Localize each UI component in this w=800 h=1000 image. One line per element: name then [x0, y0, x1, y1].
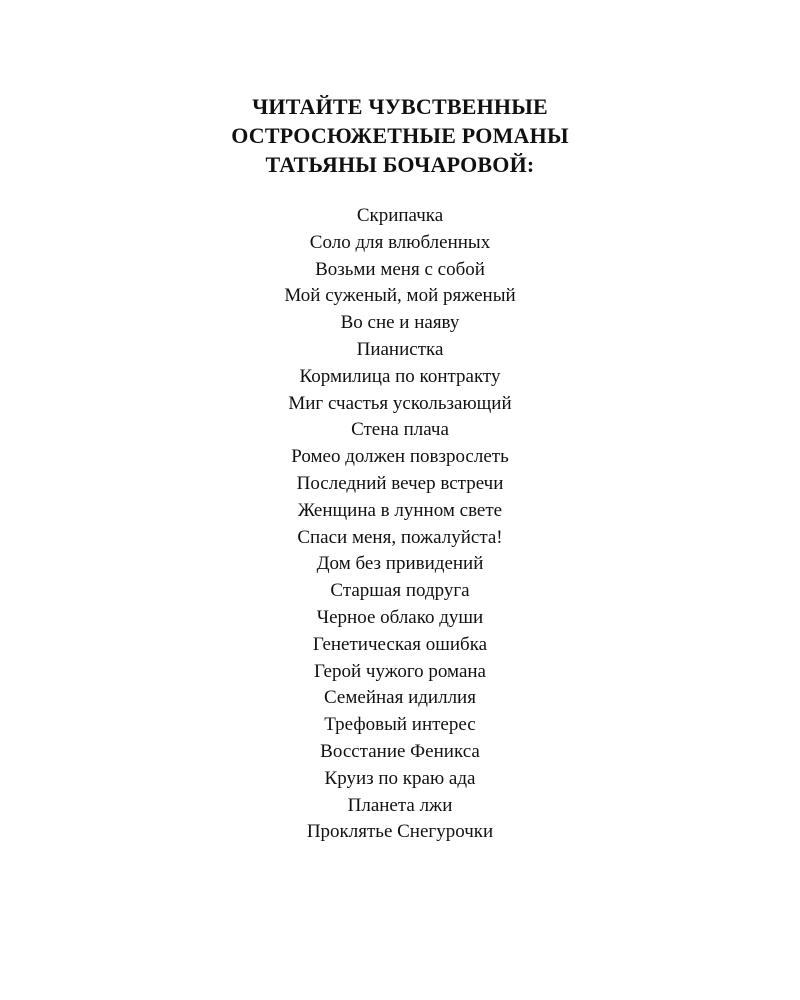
novel-title-list	[0, 203, 800, 846]
novel-title: Скрипачка	[356, 205, 444, 226]
novel-title: Спаси меня, пожалуйста!	[297, 526, 503, 548]
novel-title: Последний вечер встречи	[296, 472, 504, 494]
novel-title: Кормилица по контракту	[299, 365, 501, 387]
novel-title: Дом без привидений	[316, 553, 484, 575]
novel-title: Проклятье Снегурочки	[306, 821, 494, 843]
heading-line: ЧИТАЙТЕ ЧУВСТВЕННЫЕ	[252, 94, 548, 119]
novel-title: Возьми меня с собой	[315, 258, 485, 280]
novel-title: Черное облако души	[316, 606, 484, 628]
novel-title: Пианистка	[356, 338, 444, 360]
novel-title: Герой чужого романа	[314, 660, 486, 682]
novel-title: Старшая подруга	[330, 580, 470, 602]
novel-title: Круиз по краю ада	[324, 767, 476, 789]
novel-title: Генетическая ошибка	[312, 633, 488, 655]
novel-title: Миг счастья ускользающий	[288, 392, 512, 414]
heading-line: ОСТРОСЮЖЕТНЫЕ РОМАНЫ	[231, 123, 569, 148]
novel-title: Стена плача	[351, 419, 449, 441]
novel-title: Мой суженый, мой ряженый	[284, 285, 516, 307]
page-heading	[0, 92, 800, 179]
novel-title: Женщина в лунном свете	[297, 499, 503, 521]
novel-title: Планета лжи	[347, 794, 453, 816]
heading-line: ТАТЬЯНЫ БОЧАРОВОЙ:	[265, 152, 535, 177]
novel-title: Во сне и наяву	[340, 312, 460, 334]
novel-title: Восстание Феникса	[320, 740, 480, 762]
novel-title: Соло для влюбленных	[309, 231, 491, 253]
novel-title: Ромео должен повзрослеть	[291, 446, 509, 468]
novel-title: Трефовый интерес	[324, 714, 476, 736]
novel-title: Семейная идиллия	[324, 687, 476, 709]
